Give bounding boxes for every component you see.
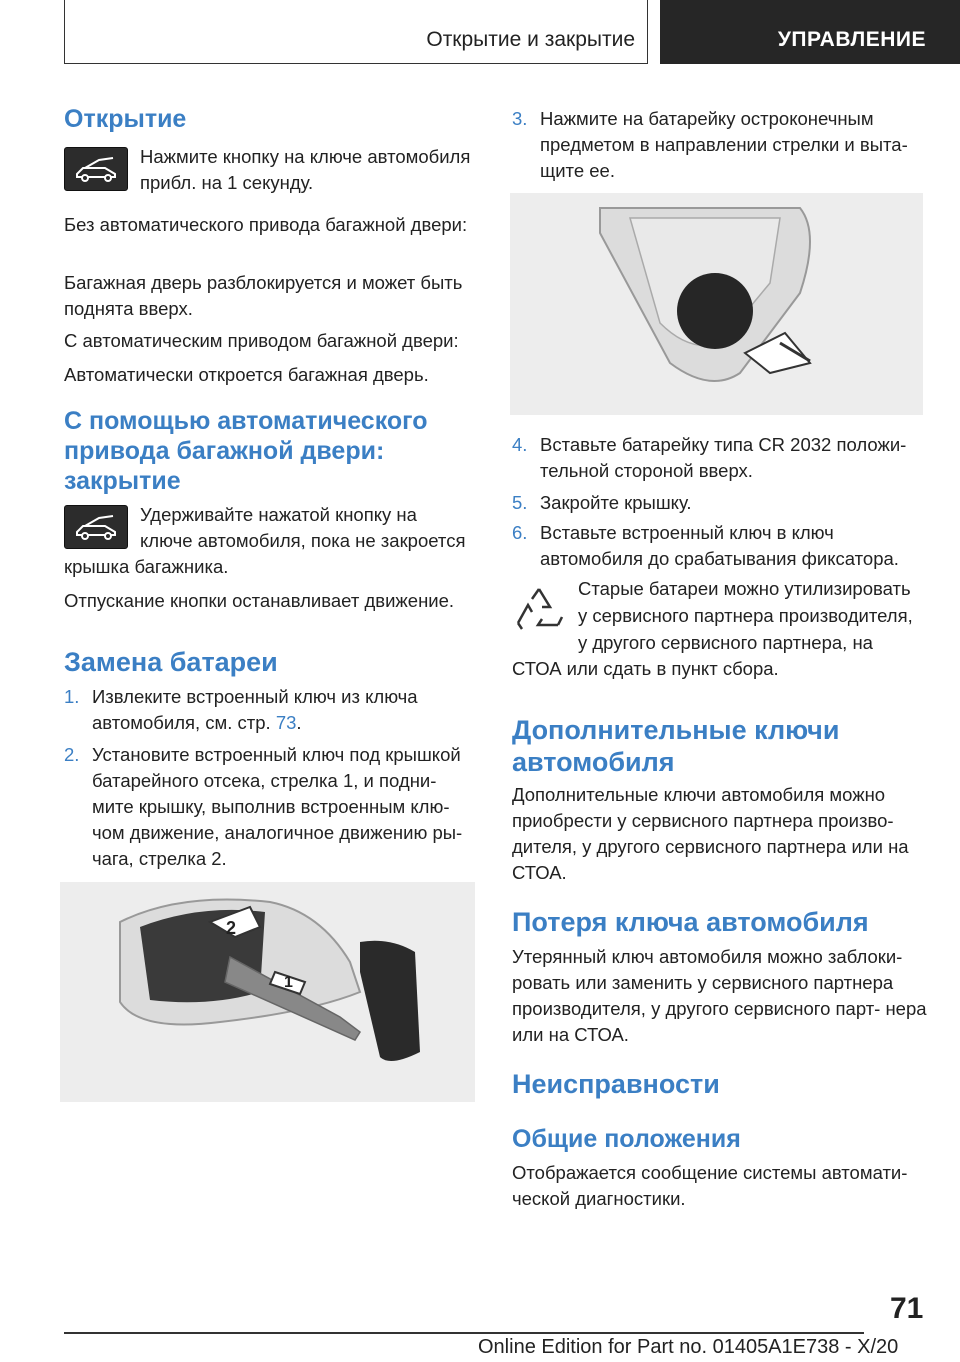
paragraph-extra-keys: Дополнительные ключи автомобиля можно приобрести у сервисного партнера произво- дителя, у другого сервисного партнера или на СТОА. xyxy=(512,784,909,883)
step-1-body: Извлеките встроенный ключ из ключа автомобиля, см. стр. xyxy=(92,686,418,733)
step-number: 5. xyxy=(512,492,528,513)
heading-battery: Замена батареи xyxy=(64,647,278,677)
step-number: 6. xyxy=(512,522,528,543)
auto-text-3: крышка багажника. xyxy=(64,556,229,577)
auto-text-1: Удерживайте нажатой кнопку на xyxy=(140,504,417,525)
recycle-icon xyxy=(512,585,566,635)
paragraph-with-auto: С автоматическим приводом багажной двери: xyxy=(64,330,459,351)
step-number: 1. xyxy=(64,686,80,707)
heading-auto-close: С помощью автоматического привода багажной двери: закрытие xyxy=(64,407,428,495)
footer-divider xyxy=(64,1332,864,1334)
paragraph-unlock: Багажная дверь разблокируется и может быть поднята вверх. xyxy=(64,272,463,319)
arrow-label-1: 1 xyxy=(284,974,293,991)
car-key-button-icon xyxy=(64,505,128,549)
paragraph-auto-open: Автоматически откроется багажная дверь. xyxy=(64,364,429,385)
header-section-box xyxy=(660,0,960,64)
heading-faults: Неисправности xyxy=(512,1069,720,1099)
heading-extra-keys: Дополнительные ключи автомобиля xyxy=(512,715,840,777)
step-4-text: Вставьте батарейку типа CR 2032 положи- тельной стороной вверх. xyxy=(540,434,907,481)
paragraph-key-loss: Утерянный ключ автомобиля можно заблоки- ровать или заменить у сервисного партнера производителя, у другого сервисного парт- нера или на СТОА. xyxy=(512,946,927,1045)
recycle-text-3: у другого сервисного партнера, на xyxy=(578,632,873,653)
arrow-label-2: 2 xyxy=(226,918,237,938)
recycle-text-4: СТОА или сдать в пункт сбора. xyxy=(512,658,779,679)
open-text-2: прибл. на 1 секунду. xyxy=(140,172,314,193)
recycle-text-1: Старые батареи можно утилизировать xyxy=(578,578,911,599)
step-1-end: . xyxy=(296,712,302,733)
step-number: 3. xyxy=(512,108,528,129)
page-number: 71 xyxy=(890,1292,924,1325)
step-number: 2. xyxy=(64,744,80,765)
battery-illustration xyxy=(510,193,923,415)
step-6-text: Вставьте встроенный ключ в ключ автомобиля до срабатывания фиксатора. xyxy=(540,522,899,569)
paragraph-general: Отображается сообщение системы автомати- ческой диагностики. xyxy=(512,1162,908,1209)
paragraph-release: Отпускание кнопки останавливает движение. xyxy=(64,590,455,611)
key-illustration xyxy=(60,882,475,1102)
heading-general: Общие положения xyxy=(512,1125,741,1153)
recycle-text-2: у сервисного партнера производителя, xyxy=(578,605,913,626)
step-5-text: Закройте крышку. xyxy=(540,492,692,513)
open-text-1: Нажмите кнопку на ключе автомобиля xyxy=(140,146,471,167)
header-title: Открытие и закрытие xyxy=(426,28,635,51)
footer-edition: Online Edition for Part no. 01405A1E738 - X/20 xyxy=(478,1336,899,1358)
step-1-text xyxy=(92,684,477,736)
car-key-button-icon xyxy=(64,147,128,191)
header-section: УПРАВЛЕНИЕ xyxy=(777,28,926,51)
paragraph-no-auto: Без автоматического привода багажной двери: xyxy=(64,214,468,235)
heading-open: Открытие xyxy=(64,105,187,133)
step-3-text: Нажмите на батарейку остроконечным предметом в направлении стрелки и выта- щите ее. xyxy=(540,108,908,181)
step-number: 4. xyxy=(512,434,528,455)
page-link[interactable]: 73 xyxy=(275,712,297,733)
auto-text-2: ключе автомобиля, пока не закроется xyxy=(140,530,466,551)
heading-key-loss: Потеря ключа автомобиля xyxy=(512,907,869,937)
step-2-text: Установите встроенный ключ под крышкой батарейного отсека, стрелка 1, и подни- мите крышку, выполнив встроенным клю- чом движение, аналогичное движению ры- чага, стрелка 2. xyxy=(92,744,463,869)
header-title-box xyxy=(64,0,648,64)
